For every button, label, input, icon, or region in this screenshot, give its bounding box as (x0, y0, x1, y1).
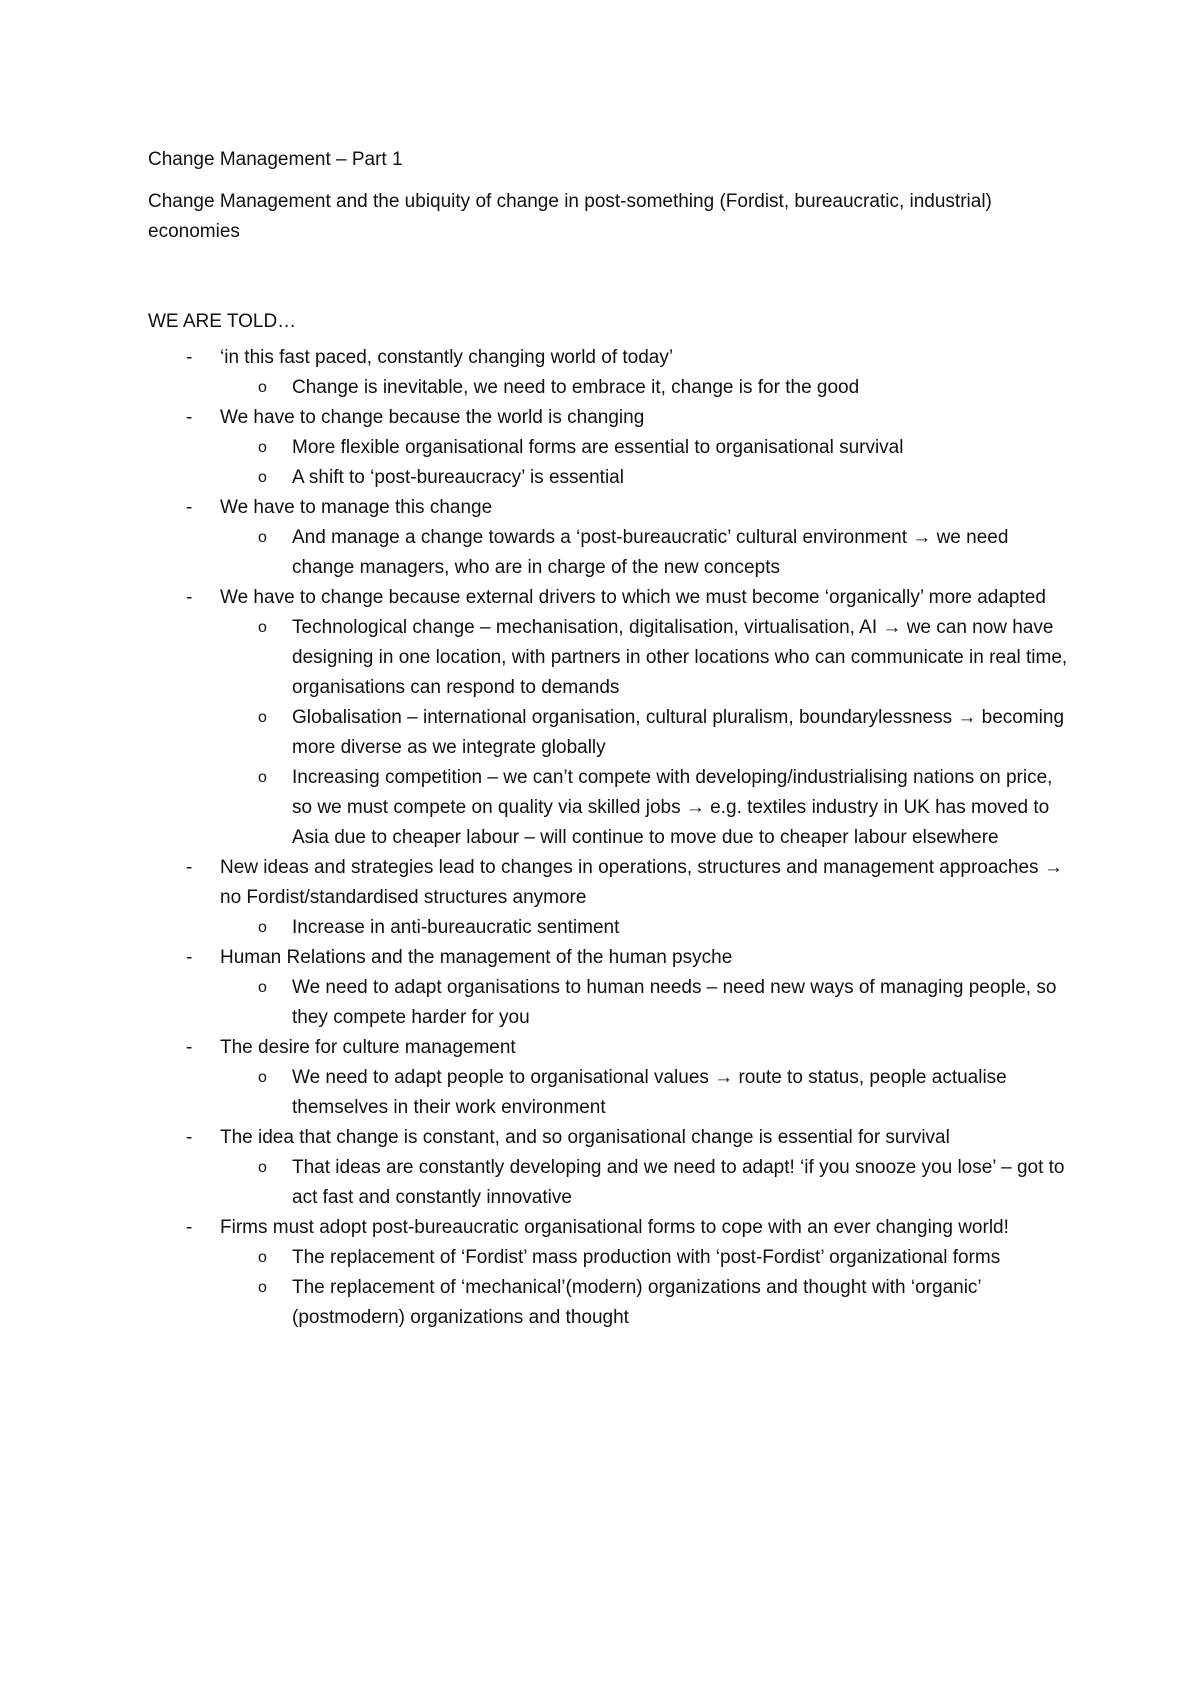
sub-list-item-text: We need to adapt organisations to human needs – need new ways of managing people, so they compete harder for you (292, 977, 1057, 1028)
list-item (148, 1033, 1068, 1123)
sub-list (220, 613, 1068, 853)
document-content (148, 145, 1068, 1333)
sub-list-item (220, 1063, 1068, 1123)
sub-list (220, 973, 1068, 1033)
list-item-text: Firms must adopt post-bureaucratic organisational forms to cope with an ever changing world! (220, 1217, 1009, 1238)
sub-bullet-o: o (258, 709, 267, 726)
sub-list (220, 433, 1068, 493)
sub-list-item-text: That ideas are constantly developing and we need to adapt! ‘if you snooze you lose’ – got to act fast and constantly innovative (292, 1157, 1065, 1208)
bullet-dash: - (186, 407, 193, 428)
sub-list-item-text: The replacement of ‘Fordist’ mass production with ‘post-Fordist’ organizational forms (292, 1247, 1001, 1268)
list-item (148, 493, 1068, 583)
list-item (148, 343, 1068, 403)
sub-list (220, 523, 1068, 583)
sub-list-item (220, 973, 1068, 1033)
sub-list-item-text: The replacement of ‘mechanical’(modern) organizations and thought with ‘organic’ (postmodern) organizations and thought (292, 1277, 981, 1328)
sub-list (220, 1153, 1068, 1213)
sub-list-item (220, 1273, 1068, 1333)
sub-list-item-text: Globalisation – international organisation, cultural pluralism, boundarylessness → becoming more diverse as we integrate globally (292, 707, 1065, 758)
sub-bullet-o: o (258, 439, 267, 456)
sub-list-item (220, 1243, 1068, 1273)
sub-list-item (220, 433, 1068, 463)
sub-bullet-o: o (258, 979, 267, 996)
sub-bullet-o: o (258, 769, 267, 786)
bullet-dash: - (186, 1217, 193, 1238)
list-item-text: We have to change because the world is changing (220, 407, 645, 428)
sub-list-item-text: Change is inevitable, we need to embrace it, change is for the good (292, 377, 860, 398)
sub-list-item (220, 613, 1068, 703)
sub-list-item (220, 913, 1068, 943)
sub-bullet-o: o (258, 1159, 267, 1176)
spacer (148, 247, 1068, 307)
sub-list-item-text: Increase in anti-bureaucratic sentiment (292, 917, 620, 938)
sub-list (220, 1243, 1068, 1333)
list-item (148, 583, 1068, 853)
sub-list-item (220, 703, 1068, 763)
sub-list-item (220, 1153, 1068, 1213)
list-item (148, 1213, 1068, 1333)
sub-list-item-text: Technological change – mechanisation, digitalisation, virtualisation, AI → we can now have designing in one location, with partners in other locations who can communicate in real time, organisations can respond to demands (292, 617, 1068, 698)
sub-bullet-o: o (258, 529, 267, 546)
list-item (148, 1123, 1068, 1213)
sub-list-item-text: Increasing competition – we can’t compete with developing/industrialising nations on price, so we must compete on quality via skilled jobs → e.g. textiles industry in UK has moved to Asia due to cheaper labour – will continue to move due to cheaper labour elsewhere (292, 767, 1053, 848)
sub-list-item-text: And manage a change towards a ‘post-bureaucratic’ cultural environment → we need change managers, who are in charge of the new concepts (292, 527, 1009, 578)
sub-bullet-o: o (258, 1249, 267, 1266)
sub-list-item (220, 373, 1068, 403)
sub-list-item (220, 463, 1068, 493)
sub-list-item (220, 523, 1068, 583)
sub-list (220, 1063, 1068, 1123)
list-item (148, 943, 1068, 1033)
list-item-text: ‘in this fast paced, constantly changing world of today’ (220, 347, 674, 368)
sub-list-item-text: A shift to ‘post-bureaucracy’ is essential (292, 467, 624, 488)
sub-bullet-o: o (258, 379, 267, 396)
bullet-dash: - (186, 947, 193, 968)
sub-list-item-text: We need to adapt people to organisational values → route to status, people actualise themselves in their work environment (292, 1067, 1007, 1118)
bullet-dash: - (186, 497, 193, 518)
document-title: Change Management – Part 1 (148, 149, 403, 170)
sub-bullet-o: o (258, 1069, 267, 1086)
bullet-dash: - (186, 347, 193, 368)
document-subtitle: Change Management and the ubiquity of change in post-something (Fordist, bureaucratic, industrial) economies (148, 191, 992, 242)
sub-list (220, 913, 1068, 943)
list-item-text: The idea that change is constant, and so organisational change is essential for survival (220, 1127, 950, 1148)
sub-list (220, 373, 1068, 403)
intro-heading: WE ARE TOLD… (148, 311, 297, 332)
bullet-dash: - (186, 587, 193, 608)
sub-bullet-o: o (258, 1279, 267, 1296)
list-item-text: Human Relations and the management of the human psyche (220, 947, 733, 968)
bullet-dash: - (186, 1127, 193, 1148)
bullet-list (148, 343, 1068, 1333)
list-item-text: The desire for culture management (220, 1037, 516, 1058)
list-item (148, 853, 1068, 943)
list-item (148, 403, 1068, 493)
list-item-text: New ideas and strategies lead to changes in operations, structures and management approaches → no Fordist/standardised structures anymore (220, 857, 1063, 908)
sub-bullet-o: o (258, 619, 267, 636)
list-item-text: We have to manage this change (220, 497, 493, 518)
bullet-dash: - (186, 1037, 193, 1058)
sub-list-item (220, 763, 1068, 853)
sub-list-item-text: More flexible organisational forms are essential to organisational survival (292, 437, 904, 458)
list-item-text: We have to change because external drivers to which we must become ‘organically’ more adapted (220, 587, 1046, 608)
bullet-dash: - (186, 857, 193, 878)
sub-bullet-o: o (258, 469, 267, 486)
sub-bullet-o: o (258, 919, 267, 936)
